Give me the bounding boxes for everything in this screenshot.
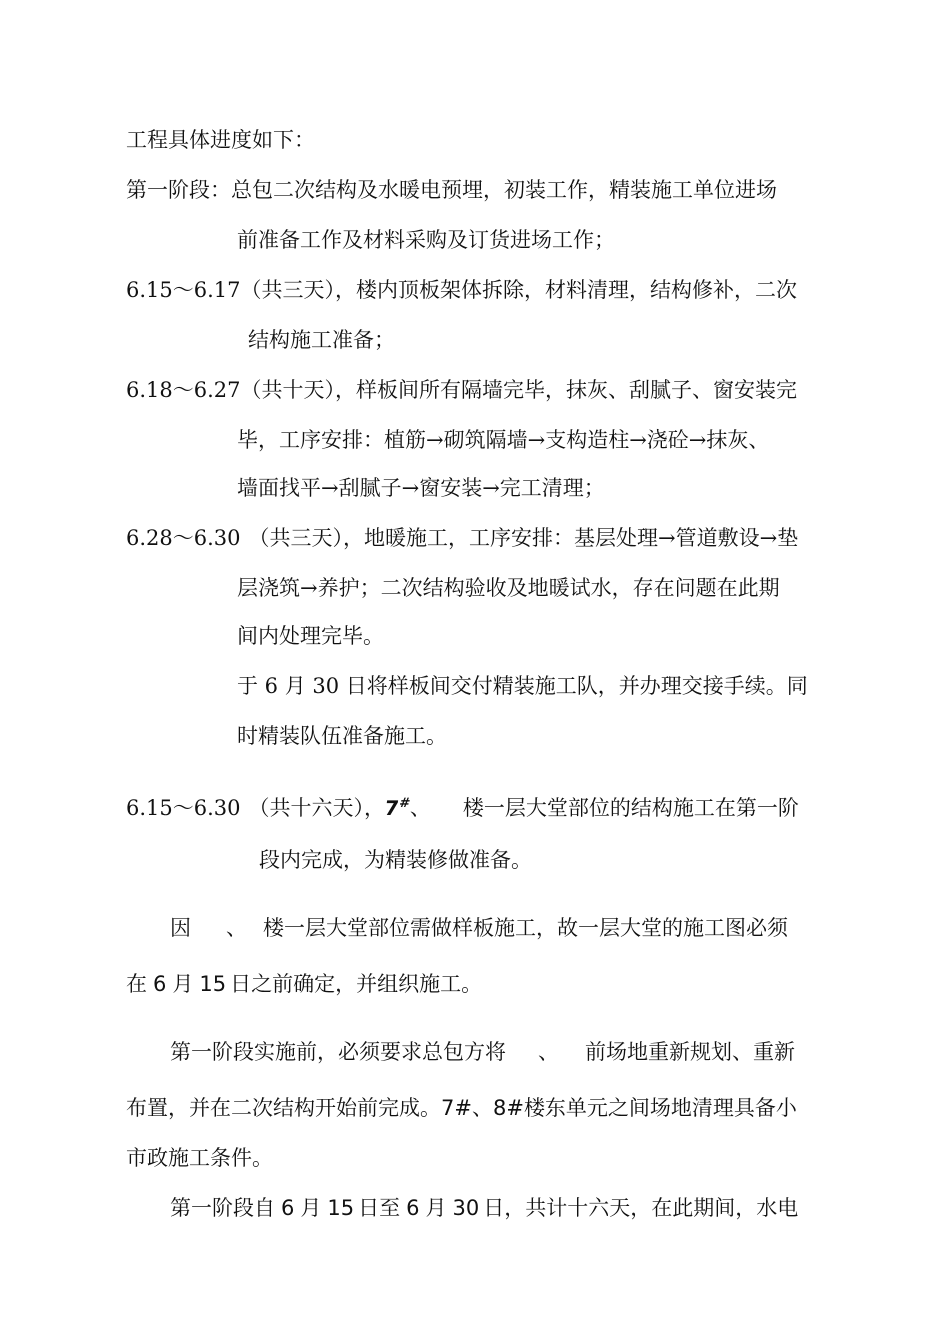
- p1-a: 因: [170, 916, 191, 940]
- p2-line2: [126, 1094, 797, 1122]
- p3-g: 月: [425, 1196, 447, 1220]
- p2-c: 前场地重新规划、重新: [585, 1040, 795, 1064]
- building-7-hash: #: [398, 796, 412, 811]
- s2-line1: [126, 376, 797, 404]
- s3-line1: [126, 524, 798, 552]
- s2-line2: 毕，工序安排：植筋→砌筑隔墙→支构造柱→浇砼→抹灰、: [237, 428, 770, 452]
- s3-line4: 于 6 月 30 日将样板间交付精装施工队，并办理交接手续。同: [237, 674, 808, 698]
- p1-l2-c: 月: [172, 972, 194, 996]
- s1-line2: 结构施工准备；: [248, 328, 395, 352]
- s3-line5: 时精装队伍准备施工。: [237, 724, 447, 748]
- p2-l2-d: 8#: [492, 1096, 524, 1120]
- p2-l2-b: 7#: [441, 1096, 472, 1120]
- s1-text: （共三天），楼内顶板架体拆除，材料清理，结构修补，二次: [240, 278, 798, 302]
- p1-l2-b: 6: [153, 972, 167, 996]
- p3-a: 第一阶段自: [170, 1196, 275, 1220]
- p3-c: 月: [300, 1196, 322, 1220]
- s1-line1: [126, 276, 797, 304]
- p3-d: 15: [327, 1196, 355, 1220]
- stage1-text: 总包二次结构及水暖电预埋，初装工作，精装施工单位进场: [231, 178, 777, 202]
- building-7-mark: [383, 790, 412, 822]
- p2-a: 第一阶段实施前，必须要求总包方将: [170, 1040, 506, 1064]
- s3-line3: 间内处理完毕。: [237, 624, 384, 648]
- stage1-head: 第一阶段：: [126, 178, 231, 202]
- s3-text: （共三天），地暖施工，工序安排：基层处理→管道敷设→垫: [248, 526, 799, 550]
- p1-l2-d: 15: [199, 972, 227, 996]
- building-7-number: 7: [383, 796, 401, 820]
- s2-text: （共十天），样板间所有隔墙完毕，抹灰、刮腻子、窗安装完: [240, 378, 798, 402]
- p2-l2-a: 布置，并在二次结构开始前完成。: [126, 1096, 441, 1120]
- p2-line3: 市政施工条件。: [126, 1146, 273, 1170]
- stage1-line2: 前准备工作及材料采购及订货进场工作；: [237, 228, 615, 252]
- p1-line2: [126, 970, 482, 998]
- p3-line1: [170, 1194, 798, 1222]
- p3-h: 30: [452, 1196, 480, 1220]
- s4-line1: [126, 790, 799, 818]
- s4-text-rest: 楼一层大堂部位的结构施工在第一阶: [462, 796, 799, 820]
- s2-line3: 墙面找平→刮腻子→窗安装→完工清理；: [237, 476, 605, 500]
- p2-l2-c: 、: [471, 1096, 493, 1120]
- s4-text: （共十六天），: [248, 796, 386, 820]
- s1-date: 6.15～6.17: [126, 278, 241, 302]
- s3-line2: 层浇筑→养护；二次结构验收及地暖试水，存在问题在此期: [237, 576, 780, 600]
- p1-c: 楼一层大堂部位需做样板施工，故一层大堂的施工图必须: [263, 916, 788, 940]
- p2-line1: [170, 1038, 795, 1066]
- p1-b: 、: [226, 916, 247, 940]
- s4-date: 6.15～6.30: [126, 796, 241, 820]
- p3-i: 日，共计十六天，在此期间，水电: [483, 1196, 799, 1220]
- p2-b: 、: [538, 1040, 559, 1064]
- intro-heading: 工程具体进度如下：: [126, 128, 315, 152]
- p1-line1: [170, 914, 788, 942]
- stage1-line1: [126, 176, 777, 204]
- s2-date: 6.18～6.27: [126, 378, 241, 402]
- s4-line2: 段内完成，为精装修做准备。: [259, 848, 532, 872]
- p3-b: 6: [281, 1196, 295, 1220]
- s4-separator: 、: [409, 796, 431, 820]
- p3-f: 6: [406, 1196, 420, 1220]
- p3-e: 日至: [358, 1196, 401, 1220]
- p1-l2-a: 在: [126, 972, 147, 996]
- p2-l2-e: 楼东单元之间场地清理具备小: [523, 1096, 797, 1120]
- p1-l2-e: 日之前确定，并组织施工。: [230, 972, 483, 996]
- s3-date: 6.28～6.30: [126, 526, 241, 550]
